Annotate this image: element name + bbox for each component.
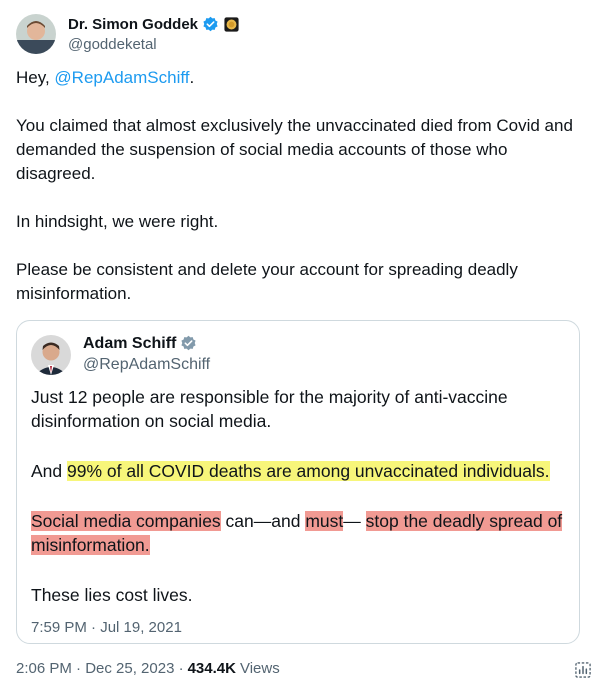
- affiliate-badge-icon[interactable]: [223, 16, 240, 33]
- avatar[interactable]: [16, 14, 56, 54]
- tweet-header: [16, 12, 240, 56]
- quoted-paragraph: Just 12 people are responsible for the majority of anti-vaccine disinformation on social media.: [31, 387, 508, 431]
- views-label: Views: [239, 660, 280, 677]
- mention-link[interactable]: @RepAdamSchiff: [54, 68, 190, 87]
- quoted-paragraph: Social media companies can—and must— stop the deadly spread of misinformation.: [31, 511, 563, 555]
- display-name[interactable]: Dr. Simon Goddek: [68, 15, 199, 33]
- red-highlight: stop the deadly spread of misinformation.: [31, 511, 563, 555]
- tweet-paragraph: In hindsight, we were right.: [16, 212, 219, 231]
- quoted-tweet-text: [31, 385, 571, 607]
- views-count: 434.4K: [187, 660, 236, 677]
- quoted-paragraph: And 99% of all COVID deaths are among unvaccinated individuals.: [31, 461, 550, 481]
- quoted-paragraph: These lies cost lives.: [31, 585, 193, 605]
- red-highlight: must: [305, 511, 344, 531]
- tweet-timestamp[interactable]: 2:06 PM · Dec 25, 2023 ·: [16, 660, 184, 677]
- red-highlight: Social media companies: [31, 511, 221, 531]
- quoted-tweet[interactable]: [16, 320, 580, 644]
- quoted-avatar[interactable]: [31, 335, 71, 375]
- tweet-footer: [16, 660, 280, 677]
- quoted-tweet-header: [31, 333, 210, 376]
- tweet-paragraph: Please be consistent and delete your account for spreading deadly misinformation.: [16, 260, 518, 303]
- analytics-icon[interactable]: [573, 660, 593, 680]
- quoted-display-name[interactable]: Adam Schiff: [83, 334, 177, 352]
- quoted-handle[interactable]: @RepAdamSchiff: [83, 356, 211, 373]
- handle[interactable]: @goddeketal: [68, 35, 157, 53]
- government-verified-badge-icon[interactable]: [180, 335, 197, 352]
- tweet-text: [16, 66, 576, 306]
- tweet-paragraph: You claimed that almost exclusively the unvaccinated died from Covid and demanded the suspension of social media accounts of those who disagreed.: [16, 116, 573, 183]
- tweet-paragraph: Hey, @RepAdamSchiff.: [16, 68, 195, 87]
- verified-badge-icon[interactable]: [202, 16, 219, 33]
- quoted-timestamp[interactable]: 7:59 PM · Jul 19, 2021: [31, 619, 182, 636]
- yellow-highlight: 99% of all COVID deaths are among unvaccinated individuals.: [67, 461, 550, 481]
